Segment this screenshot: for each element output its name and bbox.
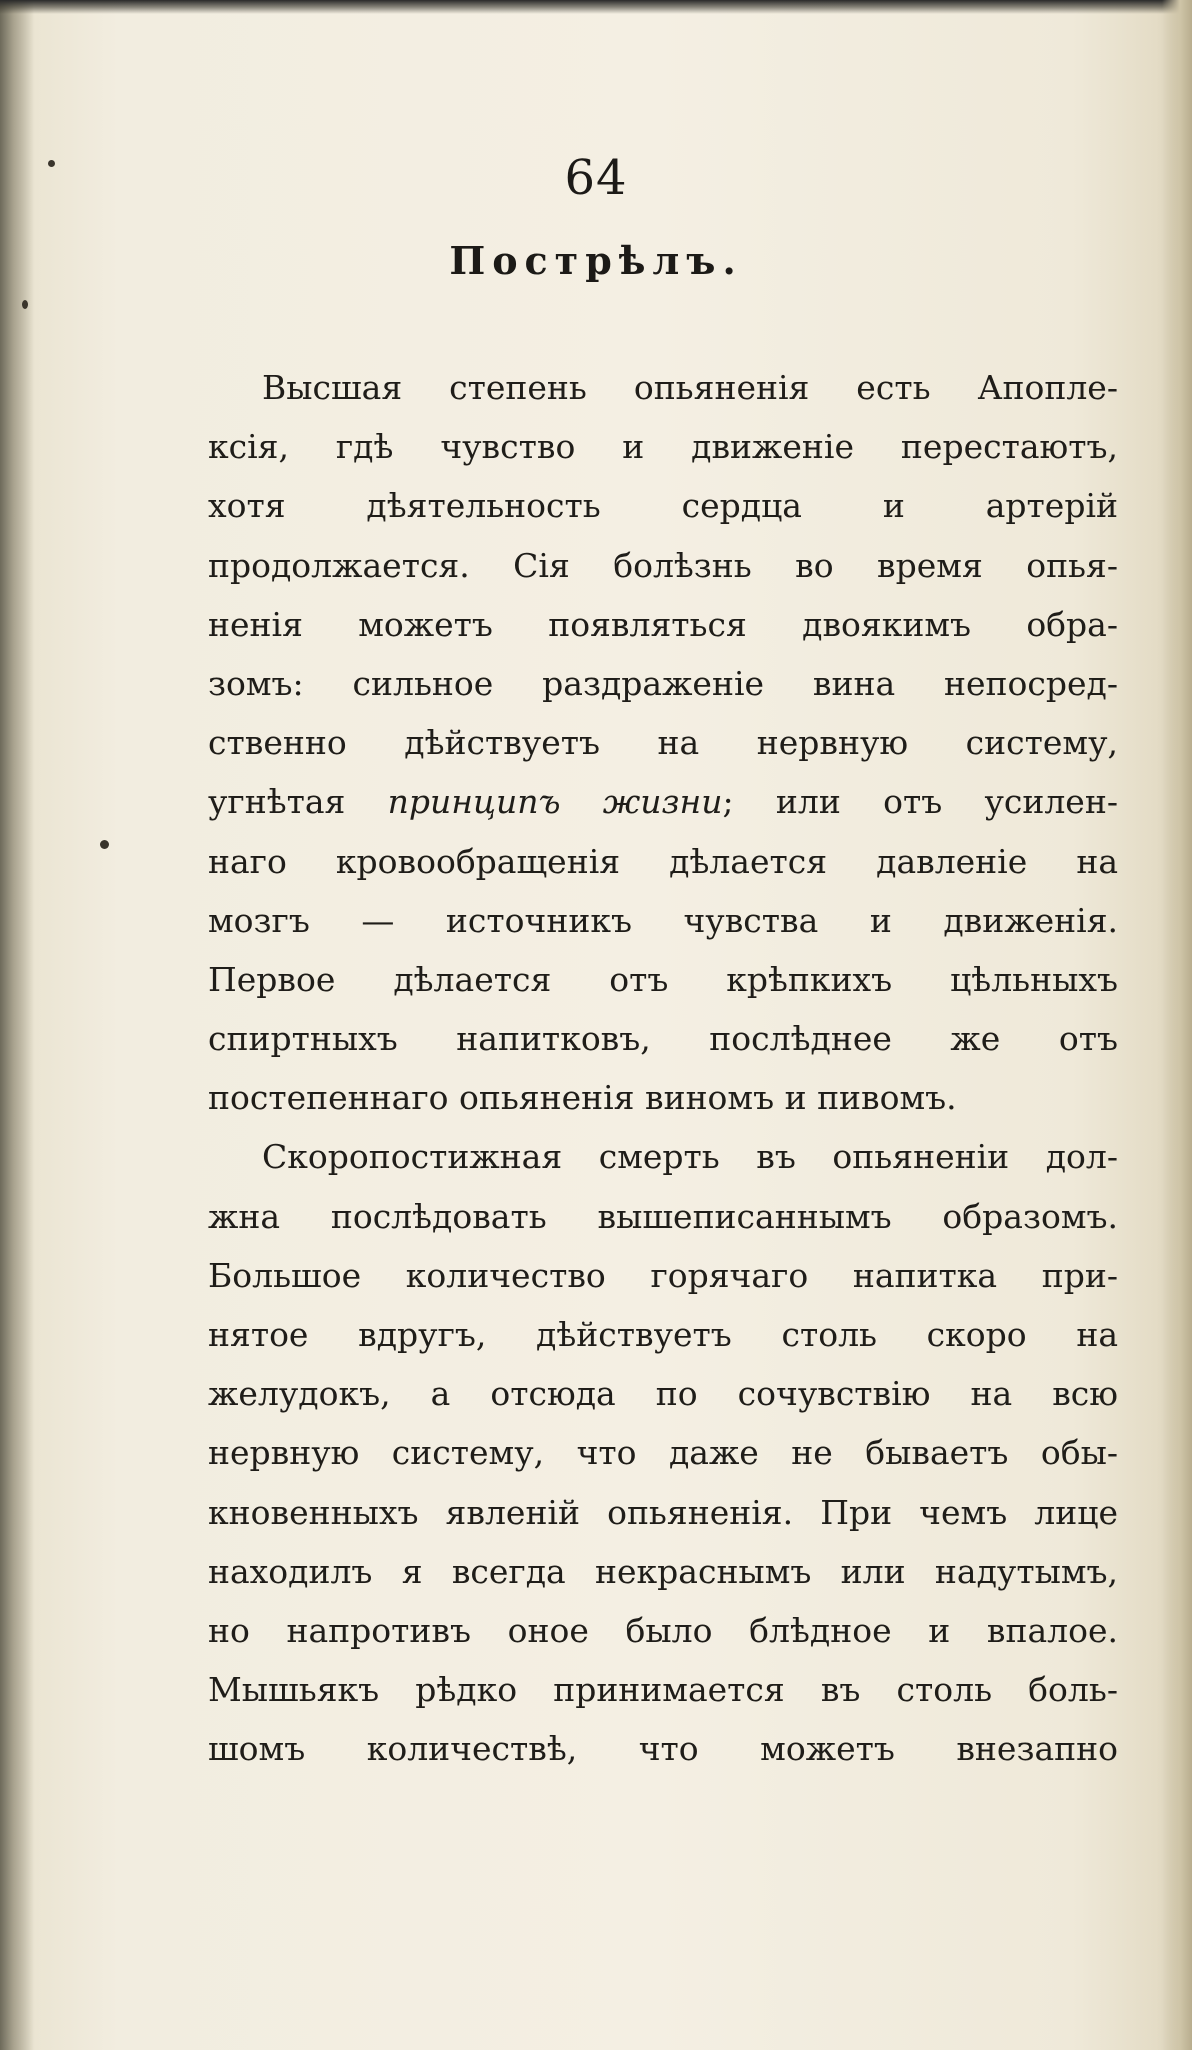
text-line: продолжается. Сія болѣзнь во время опья- [208, 545, 1118, 585]
page-number: 64 [564, 150, 628, 206]
text-line: хотя дѣятельность сердца и артерій [208, 486, 1118, 526]
text-line: Скоропостижная смерть въ опьяненіи дол- [262, 1137, 1118, 1177]
text-line: нятое вдругъ, дѣйствуетъ столь скоро на [208, 1315, 1118, 1354]
text-line: находилъ я всегда некраснымъ или надутымъ, [208, 1551, 1118, 1591]
text-line: но напротивъ оное было блѣдное и впалое. [208, 1610, 1118, 1650]
text-line: Мышьякъ рѣдко принимается въ столь боль- [208, 1670, 1118, 1710]
spine-shadow [0, 0, 34, 2050]
body-text [208, 358, 1118, 1779]
text-line: ственно дѣйствуетъ на нервную систему, [208, 723, 1118, 763]
text-line: зомъ: сильное раздраженіе вина непосред- [208, 663, 1118, 703]
ink-speck [22, 300, 28, 309]
text-line: спиртныхъ напитковъ, послѣднее же отъ [208, 1019, 1118, 1059]
chapter-title: Пострѣлъ. [449, 238, 743, 283]
text-line [208, 772, 1118, 831]
text-line: нервную систему, что даже не бываетъ обы- [208, 1433, 1118, 1473]
text-line: Высшая степень опьяненія есть Апопле- [262, 368, 1118, 407]
italic-phrase: принципъ жизни [387, 782, 723, 822]
text-line: кновенныхъ явленій опьяненія. При чемъ лице [208, 1492, 1118, 1532]
text-line: Большое количество горячаго напитка при- [208, 1255, 1118, 1295]
top-edge-shadow [0, 0, 1192, 14]
text-line: ненія можетъ появляться двоякимъ обра- [208, 604, 1118, 644]
text-line: постепеннаго опьяненія виномъ и пивомъ. [208, 1078, 957, 1118]
text-segment: ; или отъ усилен- [722, 782, 1118, 822]
right-edge-shadow [1162, 0, 1192, 2050]
text-line: жна послѣдовать вышеписаннымъ образомъ. [208, 1196, 1118, 1236]
text-segment: угнѣтая [208, 782, 346, 822]
ink-speck [100, 840, 109, 849]
text-line: ксія, гдѣ чувство и движеніе перестаютъ, [208, 427, 1118, 467]
text-line: желудокъ, а отсюда по сочувствію на всю [208, 1374, 1118, 1414]
text-line: шомъ количествѣ, что можетъ внезапно [208, 1729, 1118, 1769]
text-line: наго кровообращенія дѣлается давленіе на [208, 841, 1118, 881]
text-line: мозгъ — источникъ чувства и движенія. [208, 900, 1118, 940]
text-line: Первое дѣлается отъ крѣпкихъ цѣльныхъ [208, 959, 1118, 999]
